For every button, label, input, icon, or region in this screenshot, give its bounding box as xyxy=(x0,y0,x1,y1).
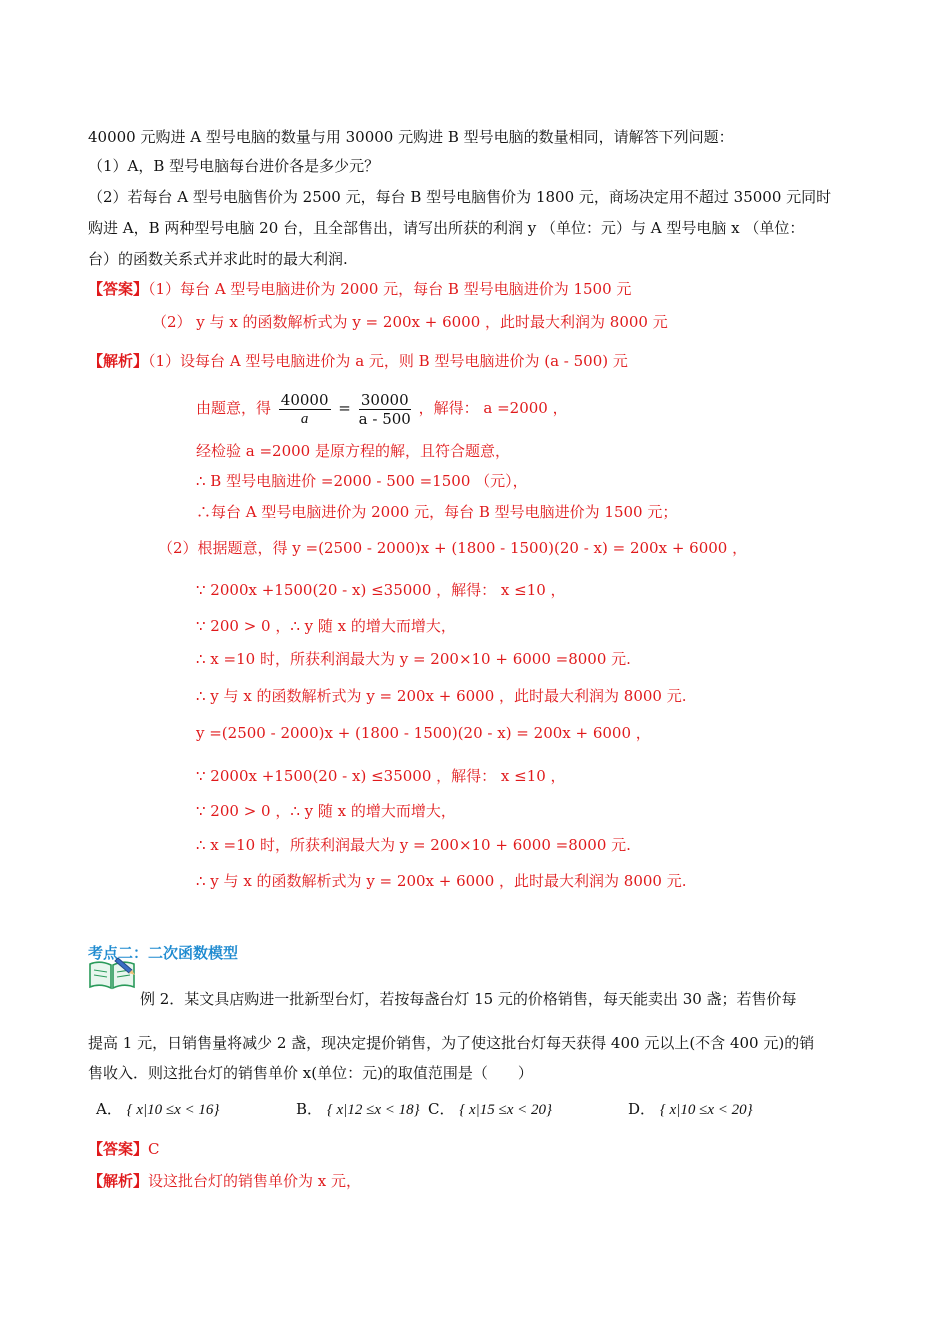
analysis-line11: y =(2500 - 2000)x + (1800 - 1500)(20 - x) = 200x + 6000 ， xyxy=(196,724,651,742)
option-b-label: B． xyxy=(296,1100,323,1118)
analysis2-label: 【解析】 xyxy=(88,1172,149,1190)
option-a-label: A． xyxy=(96,1100,122,1118)
option-c-label: C． xyxy=(428,1100,455,1118)
option-d-text: { x|10 ≤x < 20} xyxy=(659,1102,753,1118)
answer2-row xyxy=(88,1138,160,1160)
analysis-line15: ∴ y 与 x 的函数解析式为 y = 200x + 6000 ，此时最大利润为 8000 元. xyxy=(196,872,687,890)
answer-part2: （2） y 与 x 的函数解析式为 y = 200x + 6000 ，此时最大利润为 8000 元 xyxy=(152,313,668,331)
option-a-text: { x|10 ≤x < 16} xyxy=(126,1102,220,1118)
analysis-line5: ∴每台 A 型号电脑进价为 2000 元，每台 B 型号电脑进价为 1500 元； xyxy=(196,503,678,521)
open-book-pencil-icon xyxy=(88,956,136,990)
section-title: 考点二：二次函数模型 xyxy=(88,944,239,962)
option-a[interactable] xyxy=(96,1098,219,1119)
analysis-l2-prefix: 由题意，得 xyxy=(196,399,272,417)
analysis-equation-row xyxy=(196,388,568,428)
answer-label: 【答案】 xyxy=(88,280,149,298)
problem1-line1: 40000 元购进 A 型号电脑的数量与用 30000 元购进 B 型号电脑的数量相同，请解答下列问题： xyxy=(88,128,734,146)
analysis-line6: （2）根据题意，得 y =(2500 - 2000)x + (1800 - 1500)(20 - x) = 200x + 6000 ， xyxy=(158,539,748,557)
option-c-text: { x|15 ≤x < 20} xyxy=(459,1102,553,1118)
example2-line2: 提高 1 元，日销售量将减少 2 盏，现决定提价销售，为了使这批台灯每天获得 400 元以上(不含 400 元)的销 xyxy=(88,1034,815,1052)
option-b[interactable] xyxy=(296,1098,420,1119)
option-d[interactable] xyxy=(628,1098,753,1119)
analysis-line9: ∴ x =10 时，所获利润最大为 y = 200×10 + 6000 =8000 元. xyxy=(196,650,631,668)
example2-line1: 例 2．某文具店购进一批新型台灯，若按每盏台灯 15 元的价格销售，每天能卖出 30 盏；若售价每 xyxy=(140,990,797,1008)
analysis-line10: ∴ y 与 x 的函数解析式为 y = 200x + 6000 ，此时最大利润为 8000 元. xyxy=(196,687,687,705)
analysis-line4: ∴ B 型号电脑进价 =2000 - 500 =1500 （元）， xyxy=(196,472,528,490)
analysis-label: 【解析】 xyxy=(88,352,149,370)
option-d-label: D． xyxy=(628,1100,656,1118)
question-1: （1）A，B 型号电脑每台进价各是多少元？ xyxy=(88,157,380,175)
analysis2-text: 设这批台灯的销售单价为 x 元， xyxy=(148,1172,362,1190)
analysis-line1: （1）设每台 A 型号电脑进价为 a 元，则 B 型号电脑进价为 (a - 500) 元 xyxy=(148,352,628,370)
fraction-1 xyxy=(279,391,331,428)
question-2-line3: 台）的函数关系式并求此时的最大利润. xyxy=(88,250,348,268)
fraction-2-numerator: 30000 xyxy=(359,391,411,410)
answer2-label: 【答案】 xyxy=(88,1140,149,1158)
answer1-row xyxy=(88,278,631,300)
fraction-2-denominator: a - 500 xyxy=(358,409,411,428)
option-c[interactable] xyxy=(428,1098,552,1119)
option-b-text: { x|12 ≤x < 18} xyxy=(326,1102,420,1118)
answer2-value: C xyxy=(148,1140,160,1158)
analysis-line8: ∵ 200 > 0 ，∴ y 随 x 的增大而增大， xyxy=(196,617,456,635)
equals-sign: = xyxy=(338,399,351,417)
analysis-line14: ∴ x =10 时，所获利润最大为 y = 200×10 + 6000 =8000 元. xyxy=(196,836,631,854)
example2-line3: 售收入．则这批台灯的销售单价 x(单位：元)的取值范围是（ ） xyxy=(88,1064,533,1082)
analysis-line3: 经检验 a =2000 是原方程的解，且符合题意， xyxy=(196,442,510,460)
analysis-line12: ∵ 2000x +1500(20 - x) ≤35000 ，解得： x ≤10 ， xyxy=(196,767,566,785)
question-2-line2: 购进 A，B 两种型号电脑 20 台，且全部售出，请写出所获的利润 y （单位：元）与 A 型号电脑 x （单位： xyxy=(88,219,805,237)
fraction-1-denominator: a xyxy=(300,410,309,427)
analysis1-row xyxy=(88,350,628,372)
fraction-1-numerator: 40000 xyxy=(280,390,329,409)
fraction-2 xyxy=(359,391,411,428)
analysis-line13: ∵ 200 > 0 ，∴ y 随 x 的增大而增大， xyxy=(196,802,456,820)
question-2-line1: （2）若每台 A 型号电脑售价为 2500 元，每台 B 型号电脑售价为 1800 元，商场决定用不超过 35000 元同时 xyxy=(88,188,832,206)
analysis-l2-suffix: ，解得： a =2000 ， xyxy=(418,399,568,417)
analysis-line7: ∵ 2000x +1500(20 - x) ≤35000 ，解得： x ≤10 ， xyxy=(196,581,566,599)
analysis2-row xyxy=(88,1170,361,1192)
answer-part1: （1）每台 A 型号电脑进价为 2000 元，每台 B 型号电脑进价为 1500 元 xyxy=(148,280,632,298)
